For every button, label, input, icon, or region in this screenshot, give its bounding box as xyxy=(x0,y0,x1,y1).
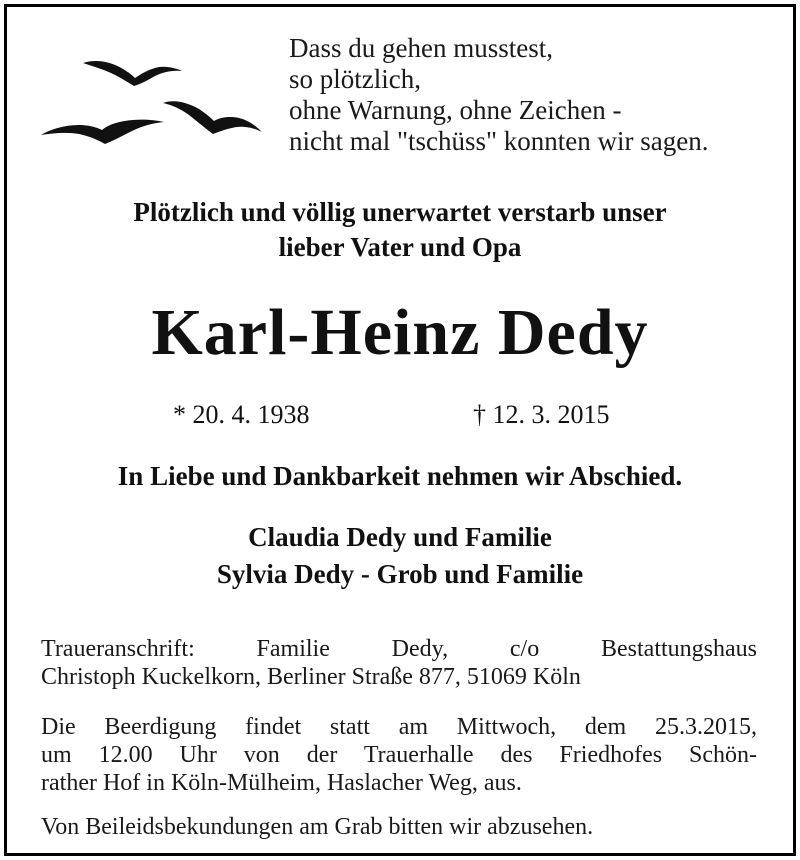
poem-line: nicht mal "tschüss" konnten wir sagen. xyxy=(289,126,709,156)
mourner-name: Claudia Dedy und Familie xyxy=(248,522,552,552)
intro-line: Plötzlich und völlig unerwartet verstarb unser xyxy=(133,197,667,227)
poem-line: so plötzlich, xyxy=(289,64,421,94)
intro-line: lieber Vater und Opa xyxy=(278,232,522,262)
funeral-line: Die Beerdigung findet statt am Mittwoch, dem 25.3.2015, xyxy=(41,714,757,740)
poem-line: Dass du gehen musstest, xyxy=(289,33,553,63)
bird-2-icon xyxy=(163,101,262,134)
address-line: Traueranschrift: Familie Dedy, c/o Bestattungshaus xyxy=(41,636,757,662)
funeral-line: um 12.00 Uhr von der Trauerhalle des Friedhofes Schön- xyxy=(41,742,757,768)
farewell-text: In Liebe und Dankbarkeit nehmen wir Abschied. xyxy=(117,461,683,491)
mourner-name: Sylvia Dedy - Grob und Familie xyxy=(216,559,584,589)
poem-line: ohne Warnung, ohne Zeichen - xyxy=(289,95,622,125)
poem xyxy=(289,33,708,157)
deceased-name: Karl-Heinz Dedy xyxy=(151,296,649,369)
death-announcement xyxy=(7,195,793,265)
birth-date: * 20. 4. 1938 xyxy=(173,400,310,429)
bird-1-icon xyxy=(83,61,182,86)
bird-3-icon xyxy=(41,120,164,144)
condolence-note: Von Beileidsbekundungen am Grab bitten wir abzusehen. xyxy=(41,814,594,840)
funeral-line: rather Hof in Köln-Mülheim, Haslacher Weg, aus. xyxy=(41,770,522,796)
funeral-details xyxy=(41,713,757,797)
death-date: † 12. 3. 2015 xyxy=(473,400,610,429)
mourners xyxy=(7,519,793,593)
address-line: Christoph Kuckelkorn, Berliner Straße 877, 51069 Köln xyxy=(41,664,581,690)
obituary-notice xyxy=(4,4,796,856)
mourning-address xyxy=(41,635,757,691)
flying-birds-icon xyxy=(35,47,275,147)
